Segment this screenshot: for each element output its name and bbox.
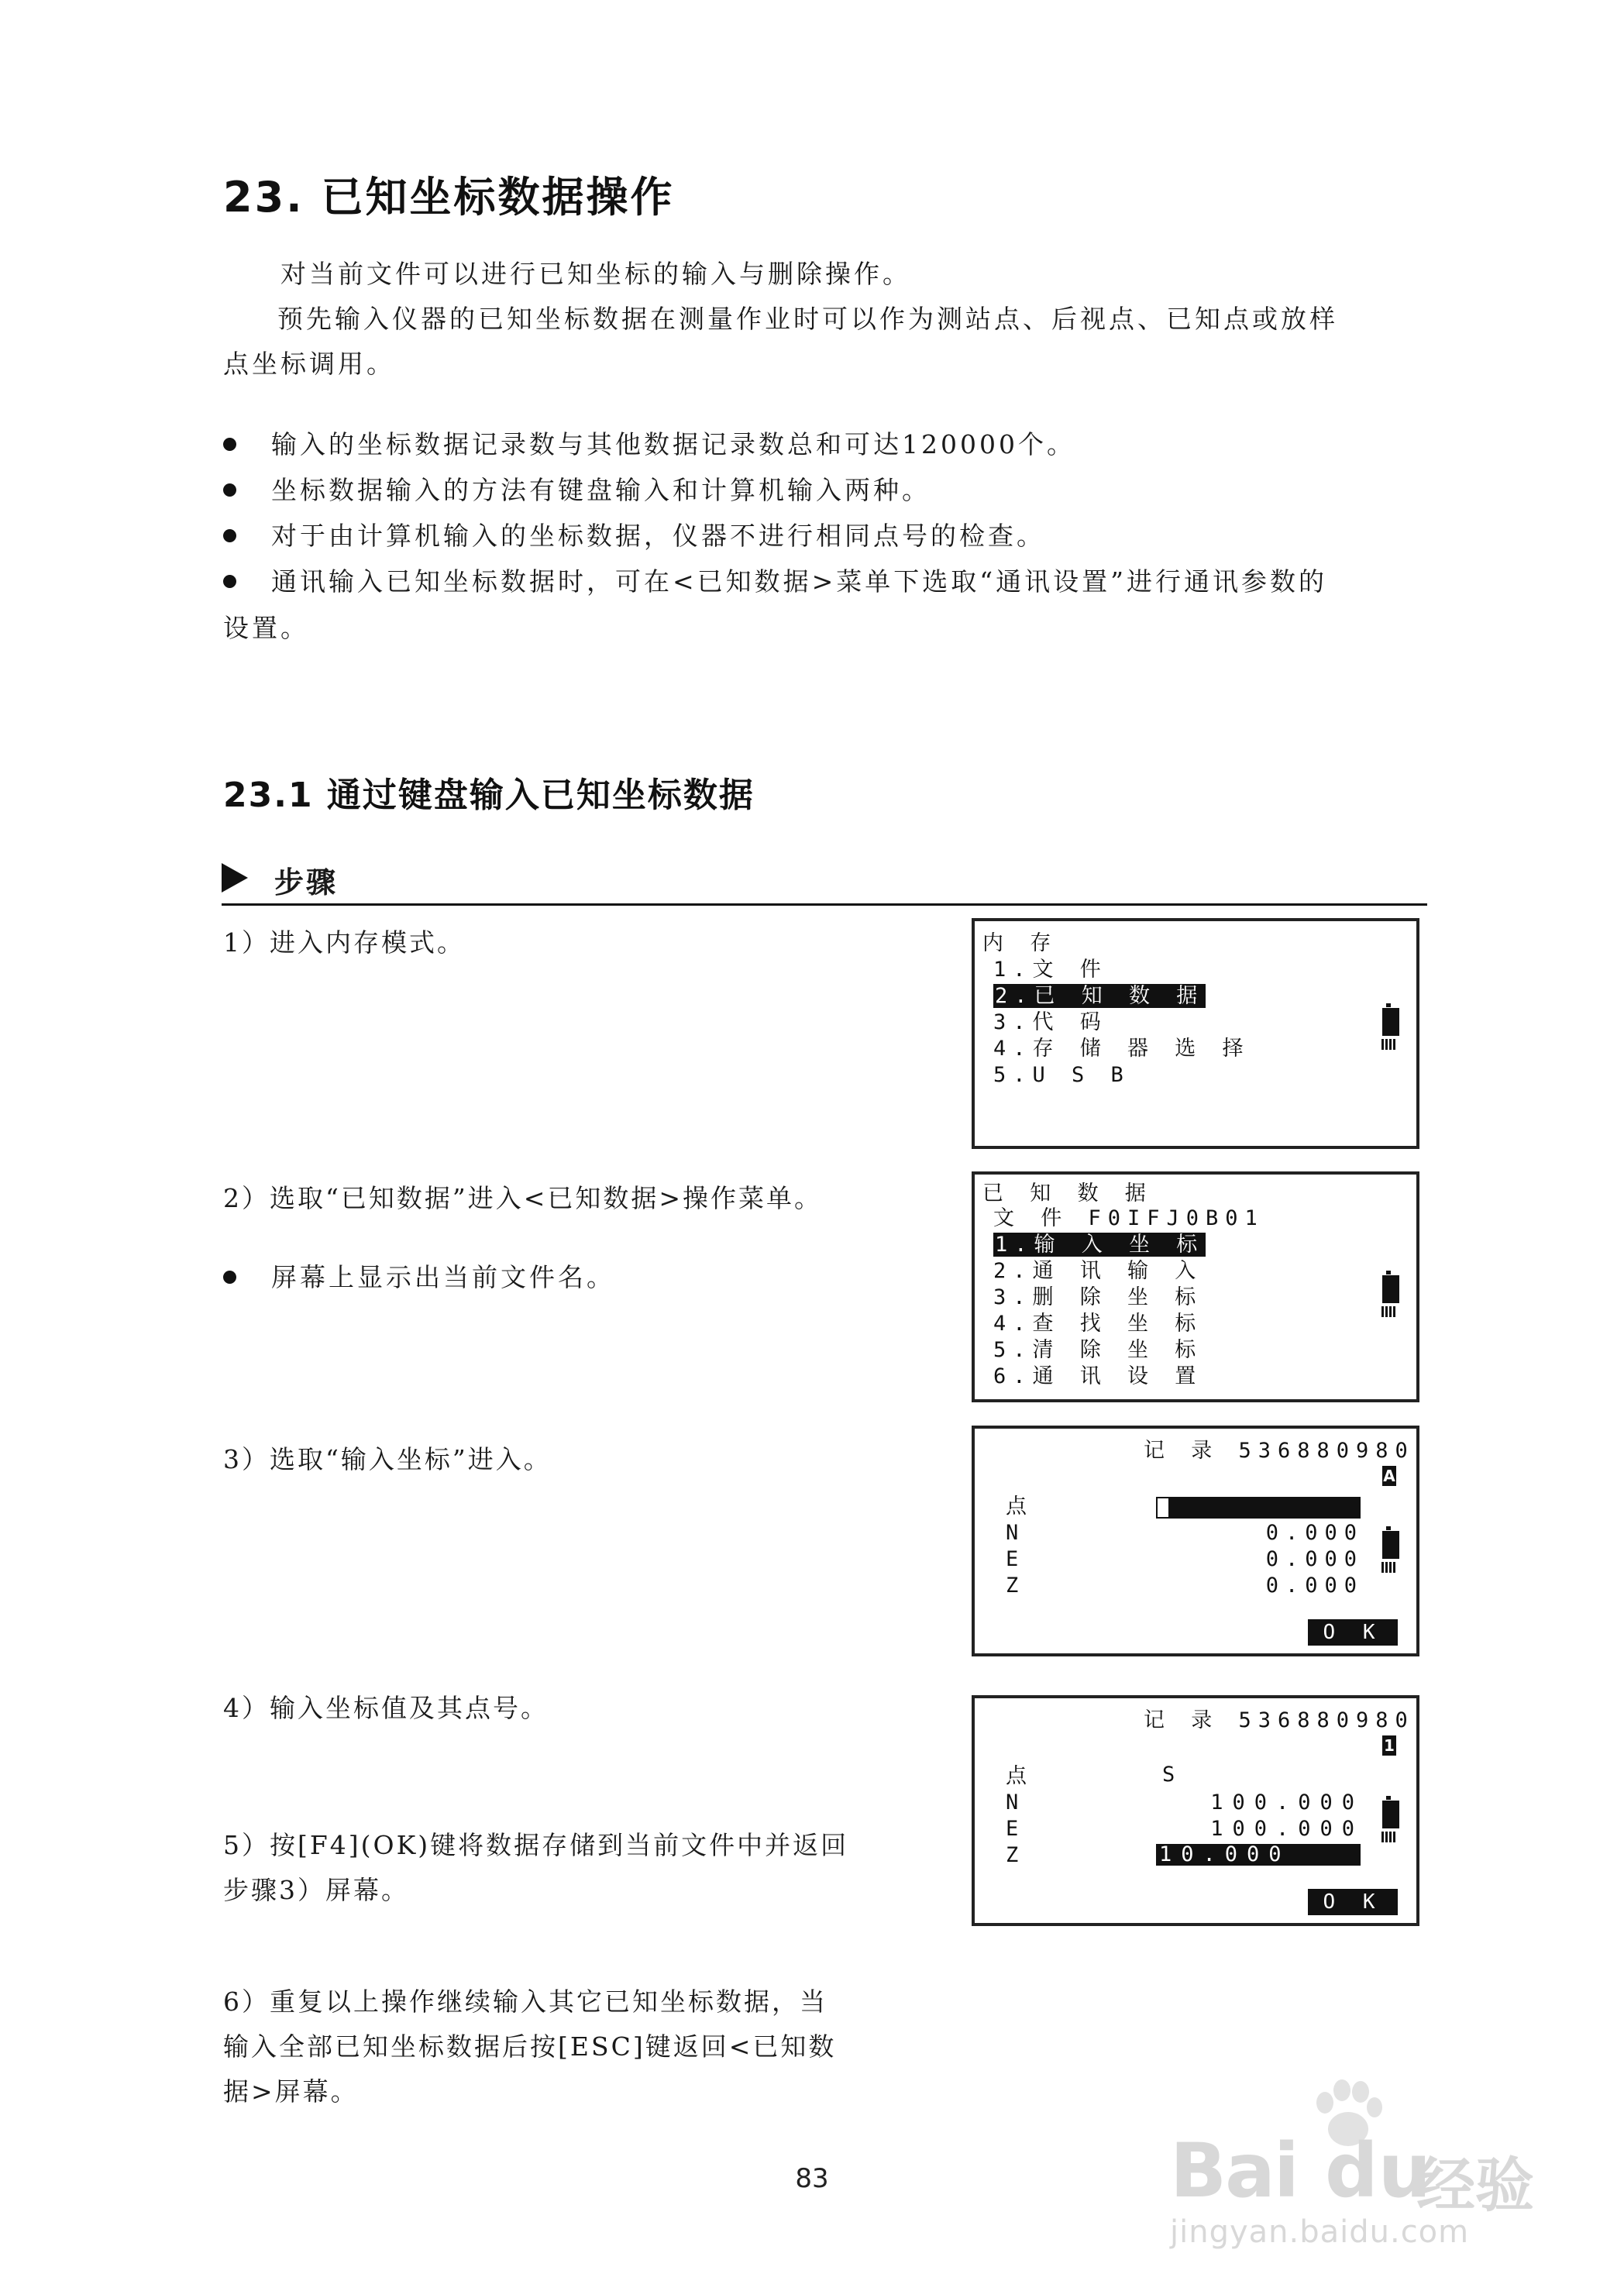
lcd-screen-input-coord bbox=[972, 1426, 1419, 1656]
text-cursor bbox=[1156, 1497, 1170, 1519]
bullet-dot-icon bbox=[223, 438, 236, 451]
intro-paragraph-2-line-2: 点坐标调用。 bbox=[223, 349, 395, 379]
bullet-item: 对于由计算机输入的坐标数据，仪器不进行相同点号的检查。 bbox=[223, 514, 1432, 559]
menu-item-storage-select[interactable]: 4.存 储 器 选 择 bbox=[993, 1037, 1251, 1061]
battery-icon bbox=[1382, 1008, 1399, 1036]
point-label: 点 bbox=[1006, 1764, 1034, 1788]
watermark-brand-du: du bbox=[1325, 2127, 1432, 2214]
watermark-brand: Bai bbox=[1170, 2127, 1298, 2214]
ok-softkey[interactable]: O K bbox=[1308, 1889, 1398, 1915]
menu-item-known-data[interactable]: 2.已 知 数 据 bbox=[995, 984, 1205, 1008]
battery-icon bbox=[1382, 1801, 1399, 1828]
intro-paragraph-2-line-1: 预先输入仪器的已知坐标数据在测量作业时可以作为测站点、后视点、已知点或放样 bbox=[277, 304, 1338, 334]
bullet-dot-icon bbox=[223, 575, 236, 588]
step-3: 3）选取“输入坐标”进入。 bbox=[223, 1444, 552, 1474]
ok-softkey[interactable]: O K bbox=[1308, 1619, 1398, 1646]
lcd-screen-known-data bbox=[972, 1171, 1419, 1402]
z-label: Z bbox=[1006, 1843, 1026, 1867]
input-mode-indicator: 1 bbox=[1382, 1735, 1396, 1756]
watermark-jingyan: 经验 bbox=[1416, 2151, 1534, 2220]
bullet-dot-icon bbox=[223, 1271, 236, 1284]
battery-icon bbox=[1382, 1275, 1399, 1303]
step-2-bullet: 屏幕上显示出当前文件名。 bbox=[223, 1255, 920, 1300]
bullet-item: 坐标数据输入的方法有键盘输入和计算机输入两种。 bbox=[223, 468, 1432, 513]
bullet-item: 通讯输入已知坐标数据时，可在<已知数据>菜单下选取“通讯设置”进行通讯参数的 bbox=[223, 559, 1432, 604]
n-value[interactable]: 0.000 bbox=[1265, 1521, 1364, 1545]
screen-title: 已 知 数 据 bbox=[982, 1182, 1153, 1206]
signal-icon bbox=[1381, 1832, 1395, 1842]
watermark-url: jingyan.baidu.com bbox=[1170, 2214, 1470, 2250]
n-label: N bbox=[1006, 1521, 1026, 1545]
point-name-input[interactable] bbox=[1156, 1497, 1361, 1519]
menu-item-code[interactable]: 3.代 码 bbox=[993, 1010, 1108, 1034]
step-4: 4）输入坐标值及其点号。 bbox=[223, 1693, 549, 1723]
steps-header bbox=[222, 857, 1427, 906]
steps-label: 步骤 bbox=[274, 865, 339, 899]
menu-item-clear-coord[interactable]: 5.清 除 坐 标 bbox=[993, 1338, 1203, 1362]
n-label: N bbox=[1006, 1790, 1026, 1814]
bullet-dot-icon bbox=[223, 529, 236, 542]
menu-item-delete-coord[interactable]: 3.删 除 坐 标 bbox=[993, 1285, 1203, 1309]
step-6-line-3: 据>屏幕。 bbox=[223, 2076, 359, 2107]
signal-icon bbox=[1381, 1562, 1395, 1573]
current-file-name: 文 件 F0IFJ0B01 bbox=[993, 1206, 1264, 1230]
z-label: Z bbox=[1006, 1574, 1026, 1598]
e-value[interactable]: 100.000 bbox=[1210, 1817, 1364, 1841]
lcd-screen-memory bbox=[972, 918, 1419, 1149]
menu-item-usb[interactable]: 5.U S B bbox=[993, 1063, 1130, 1087]
menu-item-comm-settings[interactable]: 6.通 讯 设 置 bbox=[993, 1364, 1203, 1388]
battery-icon bbox=[1382, 1531, 1399, 1559]
bullet-item: 输入的坐标数据记录数与其他数据记录数总和可达120000个。 bbox=[223, 422, 1432, 467]
step-5-line-1: 5）按[F4](OK)键将数据存储到当前文件中并返回 bbox=[223, 1830, 849, 1860]
menu-item-file[interactable]: 1.文 件 bbox=[993, 958, 1108, 982]
bullet-continuation: 设置。 bbox=[223, 613, 309, 643]
record-count: 记 录 536880980 bbox=[1144, 1708, 1415, 1732]
record-count: 记 录 536880980 bbox=[1144, 1439, 1415, 1463]
menu-item-comm-input[interactable]: 2.通 讯 输 入 bbox=[993, 1259, 1203, 1283]
menu-item-find-coord[interactable]: 4.查 找 坐 标 bbox=[993, 1312, 1203, 1336]
point-label: 点 bbox=[1006, 1495, 1034, 1519]
e-label: E bbox=[1006, 1547, 1026, 1571]
point-name-value[interactable]: S bbox=[1162, 1763, 1182, 1787]
e-label: E bbox=[1006, 1817, 1026, 1841]
input-mode-indicator: A bbox=[1383, 1467, 1395, 1485]
z-value[interactable]: 10.000 bbox=[1159, 1842, 1291, 1866]
screen-title: 内 存 bbox=[982, 931, 1058, 955]
z-value[interactable]: 0.000 bbox=[1265, 1574, 1364, 1598]
baidu-watermark bbox=[1170, 2084, 1557, 2250]
n-value[interactable]: 100.000 bbox=[1210, 1790, 1364, 1814]
step-6-line-2: 输入全部已知坐标数据后按[ESC]键返回<已知数 bbox=[223, 2031, 837, 2062]
section-heading: 23. 已知坐标数据操作 bbox=[223, 173, 675, 222]
step-6-line-1: 6）重复以上操作继续输入其它已知坐标数据，当 bbox=[223, 1986, 827, 2017]
triangle-right-icon bbox=[222, 863, 248, 893]
lcd-screen-input-coord-filled bbox=[972, 1695, 1419, 1926]
step-1: 1）进入内存模式。 bbox=[223, 927, 465, 958]
e-value[interactable]: 0.000 bbox=[1265, 1547, 1364, 1571]
step-2: 2）选取“已知数据”进入<已知数据>操作菜单。 bbox=[223, 1183, 823, 1213]
intro-paragraph-1: 对当前文件可以进行已知坐标的输入与删除操作。 bbox=[280, 259, 911, 289]
subsection-heading: 23.1 通过键盘输入已知坐标数据 bbox=[223, 776, 755, 815]
menu-item-input-coord[interactable]: 1.输 入 坐 标 bbox=[995, 1233, 1205, 1257]
page-number: 83 bbox=[795, 2163, 829, 2194]
signal-icon bbox=[1381, 1039, 1395, 1050]
bullet-dot-icon bbox=[223, 483, 236, 497]
step-5-line-2: 步骤3）屏幕。 bbox=[223, 1875, 409, 1905]
signal-icon bbox=[1381, 1306, 1395, 1317]
